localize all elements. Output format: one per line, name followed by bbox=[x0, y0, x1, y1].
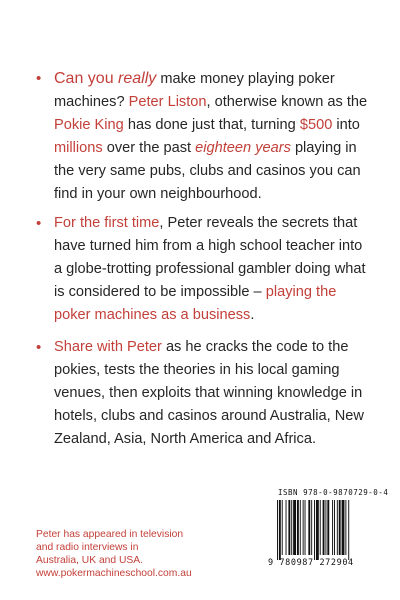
text-segment: playing in the very same pubs, clubs and casinos you can find in your own neighbourhood. bbox=[54, 140, 361, 202]
barcode-bar bbox=[339, 500, 341, 555]
text-segment: Peter Liston bbox=[128, 94, 207, 110]
text-segment: playing the poker machines as a business bbox=[54, 284, 337, 323]
barcode-bar bbox=[297, 500, 299, 555]
barcode-bar bbox=[277, 500, 278, 560]
barcode-bar bbox=[288, 500, 290, 555]
footer-line: Peter has appeared in television bbox=[36, 529, 184, 540]
text-segment: millions bbox=[54, 140, 103, 156]
text-segment: Can you bbox=[54, 70, 119, 87]
barcode-bar bbox=[286, 500, 287, 555]
barcode-bar bbox=[293, 500, 296, 555]
barcode-bar bbox=[282, 500, 283, 555]
text-segment: as he cracks the code to the pokies, tests the theories in his local gaming venues, then exploits that winning knowledge in hotels, clubs and casinos around Australia, New Zealand, Asia, North America and Africa. bbox=[54, 339, 364, 447]
barcode-icon bbox=[276, 500, 374, 562]
barcode-bar bbox=[305, 500, 306, 555]
bullet-text-1 bbox=[54, 67, 374, 206]
barcode-bar bbox=[316, 500, 319, 560]
barcode-bar bbox=[291, 500, 292, 555]
isbn-label: ISBN 978-0-9870729-0-4 bbox=[278, 488, 389, 497]
barcode-bar bbox=[325, 500, 326, 555]
barcode-bar bbox=[279, 500, 281, 560]
barcode-bar bbox=[334, 500, 335, 555]
bullet-paragraph-3 bbox=[36, 336, 374, 451]
barcode-bar bbox=[314, 500, 315, 560]
barcode-bar bbox=[348, 500, 349, 560]
text-segment: into bbox=[332, 117, 360, 133]
barcode-bar bbox=[320, 500, 321, 555]
bullet-paragraph-1 bbox=[36, 67, 374, 206]
text-segment: , otherwise known as the bbox=[206, 94, 368, 110]
footer-line: and radio interviews in bbox=[36, 542, 139, 553]
bullet-paragraph-2 bbox=[36, 212, 374, 327]
text-segment: Share with Peter bbox=[54, 339, 162, 355]
text-segment: really bbox=[118, 70, 157, 87]
barcode-bar bbox=[332, 500, 333, 555]
text-segment: has done just that, turning bbox=[123, 117, 300, 133]
barcode-bar bbox=[300, 500, 301, 555]
text-segment: , Peter reveals the secrets that have turned him from a high school teacher into a globe-trotting professional gambler doing what is considered to be impossible – bbox=[54, 215, 366, 300]
text-segment: over the past bbox=[102, 140, 196, 156]
author-media-note bbox=[36, 528, 256, 580]
barcode-digits: 9 780987 272904 bbox=[268, 558, 354, 568]
text-segment: eighteen years bbox=[195, 140, 291, 156]
text-segment: $500 bbox=[299, 117, 333, 133]
barcode-bar bbox=[303, 500, 304, 555]
text-segment: . bbox=[250, 307, 255, 323]
bullet-text-3 bbox=[54, 336, 374, 451]
text-segment: For the first time bbox=[54, 215, 160, 231]
barcode-bar bbox=[308, 500, 310, 555]
website-link[interactable]: www.pokermachineschool.com.au bbox=[36, 568, 192, 579]
bullet-icon: • bbox=[36, 70, 42, 87]
barcode-bar bbox=[345, 500, 346, 555]
isbn-barcode bbox=[268, 488, 389, 574]
barcode-bar bbox=[311, 500, 312, 555]
barcode-bar bbox=[342, 500, 345, 555]
bullet-icon: • bbox=[36, 215, 42, 232]
barcode-bar bbox=[327, 500, 329, 555]
barcode-bar bbox=[337, 500, 338, 555]
bullet-text-2 bbox=[54, 212, 374, 327]
bullet-icon: • bbox=[36, 339, 42, 356]
footer-line: Australia, UK and USA. bbox=[36, 555, 144, 566]
barcode-bar bbox=[323, 500, 325, 555]
text-segment: Pokie King bbox=[54, 117, 124, 133]
text-segment: make money playing poker machines? bbox=[54, 71, 335, 110]
